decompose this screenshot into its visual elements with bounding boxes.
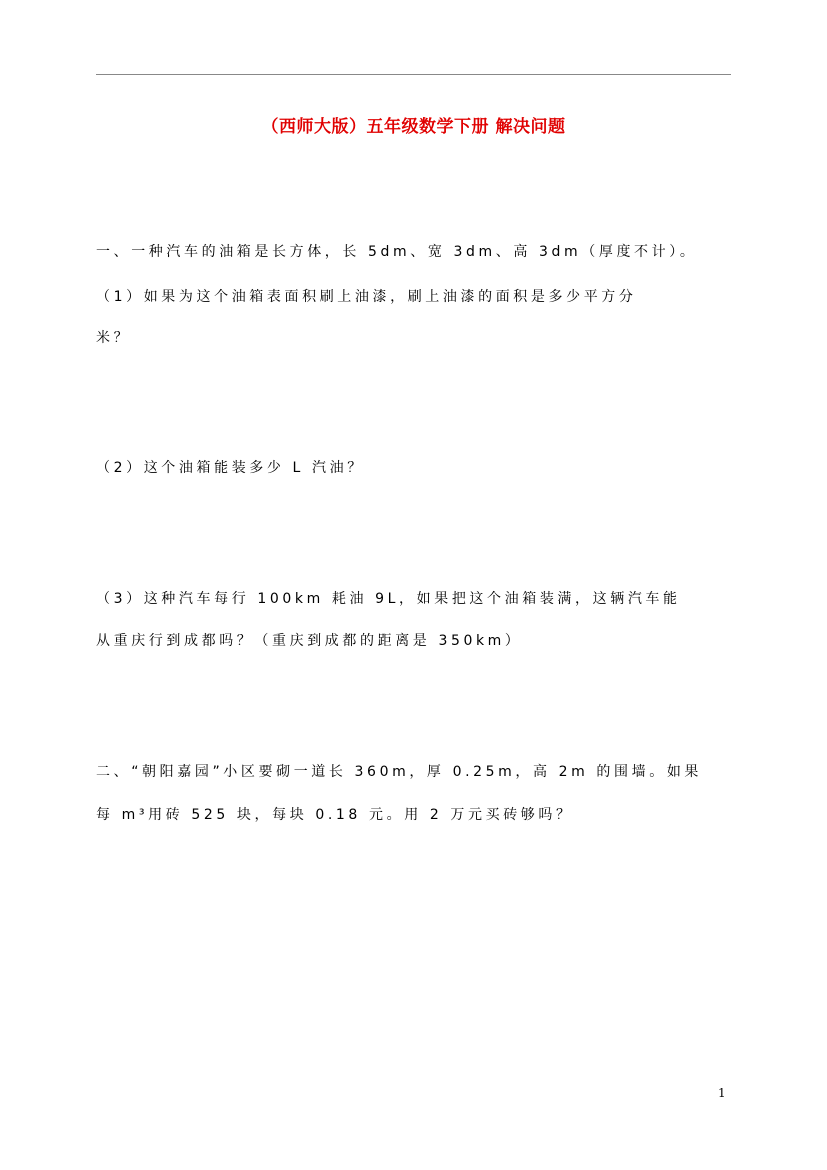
question1-part1-line1: （1）如果为这个油箱表面积刷上油漆，刷上油漆的面积是多少平方分	[96, 289, 637, 305]
header-rule	[96, 74, 731, 75]
question1-intro: 一、一种汽车的油箱是长方体，长 5dm、宽 3dm、高 3dm（厚度不计）。	[96, 244, 698, 260]
question1-part2: （2）这个油箱能装多少 L 汽油？	[96, 460, 365, 476]
question2-line1: 二、“朝阳嘉园”小区要砌一道长 360m，厚 0.25m，高 2m 的围墙。如果	[96, 764, 703, 780]
question2-line2: 每 m³用砖 525 块，每块 0.18 元。用 2 万元买砖够吗？	[96, 807, 574, 823]
page-number: 1	[718, 1086, 726, 1100]
page-title: （西师大版）五年级数学下册 解决问题	[261, 117, 566, 137]
question1-part3-line2: 从重庆行到成都吗？（重庆到成都的距离是 350km）	[96, 633, 523, 649]
question1-part1-line2: 米？	[96, 330, 132, 346]
question1-part3-line1: （3）这种汽车每行 100km 耗油 9L，如果把这个油箱装满，这辆汽车能	[96, 591, 681, 607]
